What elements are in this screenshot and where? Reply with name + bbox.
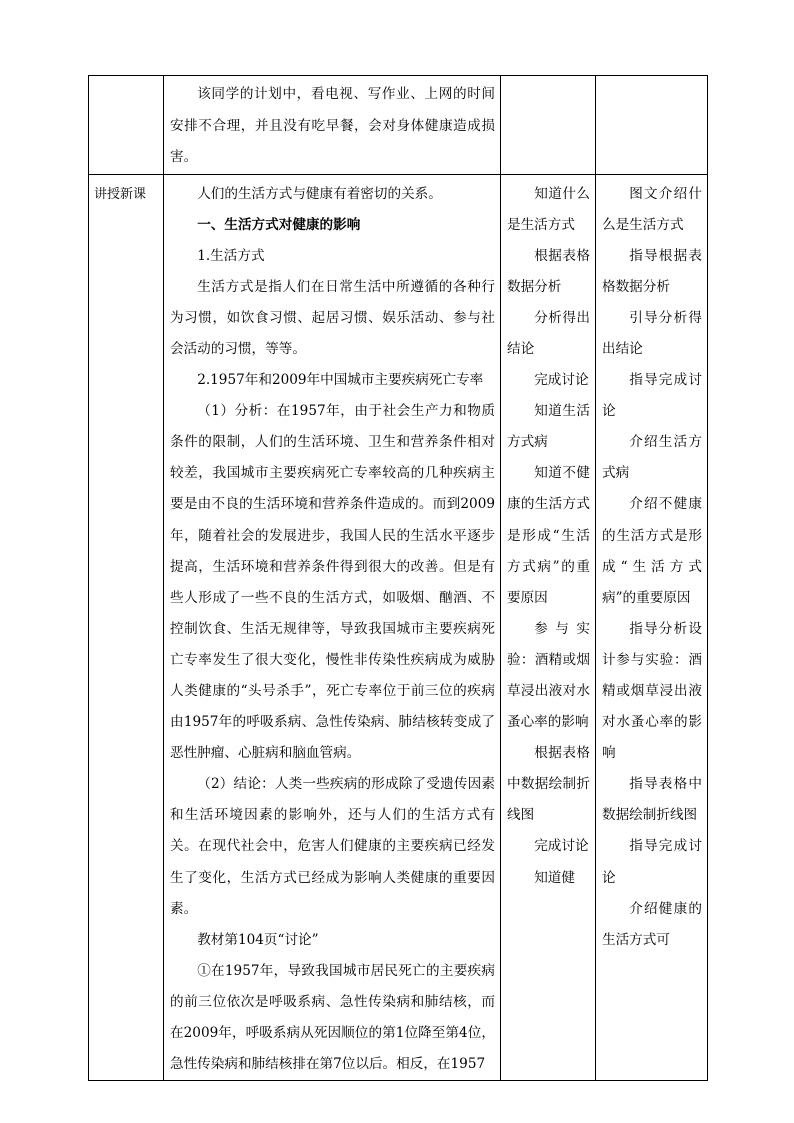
paragraph: 指导根据表格数据分析 <box>602 247 702 295</box>
paragraph: 知道什么是生活方式 <box>507 185 590 233</box>
content-text <box>164 175 500 1081</box>
paragraph: ①在1957年，导致我国城市居民死亡的主要疾病的前三位依次是呼吸系病、急性传染病和肺结核，而在2009年，呼吸系病从死因顺位的第1位降至第4位，急性传染病和肺结核排在第7位以后。相反，在1957 <box>170 962 495 1073</box>
teacher-activity-cell <box>596 76 708 175</box>
paragraph: 介绍生活方式病 <box>602 434 702 482</box>
paragraph: 2.1957年和2009年中国城市主要疾病死亡专率 <box>197 372 484 389</box>
stage-label: 讲授新课 <box>94 186 147 202</box>
paragraph: 完成讨论 <box>534 838 589 855</box>
paragraph: 图文介绍什么是生活方式 <box>602 185 702 233</box>
paragraph: 生活方式是指人们在日常生活中所遵循的各种行为习惯，如饮食习惯、起居习惯、娱乐活动、参与社会活动的习惯，等等。 <box>170 278 495 357</box>
paragraph: 知道健 <box>534 869 575 886</box>
stage-cell <box>89 174 164 1081</box>
paragraph: 1.生活方式 <box>197 247 265 264</box>
paragraph: 教材第104页“讨论” <box>197 931 319 948</box>
paragraph: 指导分析设计参与实验：酒精或烟草浸出液对水蚤心率的影响 <box>602 620 702 762</box>
teacher-activity-text <box>596 175 707 956</box>
content-text <box>164 76 500 174</box>
paragraph: 介绍健康的生活方式可 <box>602 900 702 948</box>
student-activity-cell <box>501 174 596 1081</box>
teacher-activity-cell <box>596 174 708 1081</box>
paragraph: 一、生活方式对健康的影响 <box>197 216 361 233</box>
table-row <box>89 76 708 175</box>
content-cell <box>164 76 501 175</box>
paragraph: 人们的生活方式与健康有着密切的关系。 <box>197 185 442 202</box>
paragraph: 根据表格中数据绘制折线图 <box>507 745 590 824</box>
student-activity-text <box>501 175 595 894</box>
paragraph: 知道不健康的生活方式是形成“生活方式病”的重要原因 <box>507 465 590 606</box>
lesson-plan-table <box>88 75 708 1081</box>
paragraph: 知道生活方式病 <box>507 403 590 451</box>
paragraph: 分析得出结论 <box>507 309 590 357</box>
paragraph: 完成讨论 <box>534 372 589 389</box>
paragraph: 引导分析得出结论 <box>602 309 702 357</box>
paragraph: （2）结论：人类一些疾病的形成除了受遗传因素和生活环境因素的影响外，还与人们的生活方式有关。在现代社会中，危害人们健康的主要疾病已经发生了变化，生活方式已经成为影响人类健康的重要因素。 <box>170 776 495 917</box>
paragraph: 根据表格数据分析 <box>507 247 590 295</box>
paragraph: 介绍不健康的生活方式是形成“生活方式病”的重要原因 <box>602 496 702 606</box>
paragraph: 指导完成讨论 <box>602 838 702 886</box>
paragraph: 该同学的计划中，看电视、写作业、上网的时间安排不合理，并且没有吃早餐，会对身体健康造成损害。 <box>170 86 495 165</box>
stage-cell <box>89 76 164 175</box>
paragraph: 参与实验：酒精或烟草浸出液对水蚤心率的影响 <box>507 620 590 731</box>
paragraph: 指导完成讨论 <box>602 372 702 420</box>
student-activity-cell <box>501 76 596 175</box>
content-cell <box>164 174 501 1081</box>
paragraph: 指导表格中数据绘制折线图 <box>602 776 702 824</box>
paragraph: （1）分析：在1957年，由于社会生产力和物质条件的限制，人们的生活环境、卫生和营养条件相对较差，我国城市主要疾病死亡专率较高的几种疾病主要是由不良的生活环境和营养条件造成的。而到2009年，随着社会的发展进步，我国人民的生活水平逐步提高，生活环境和营养条件得到很大的改善。但是有些人形成了一些不良的生活方式，如吸烟、酗酒、不控制饮食、生活无规律等，导致我国城市主要疾病死亡专率发生了很大变化，慢性非传染性疾病成为威胁人类健康的“头号杀手”，死亡专率位于前三位的疾病由1957年的呼吸系病、急性传染病、肺结核转变成了恶性肿瘤、心脏病和脑血管病。 <box>170 403 495 762</box>
table-row <box>89 174 708 1081</box>
